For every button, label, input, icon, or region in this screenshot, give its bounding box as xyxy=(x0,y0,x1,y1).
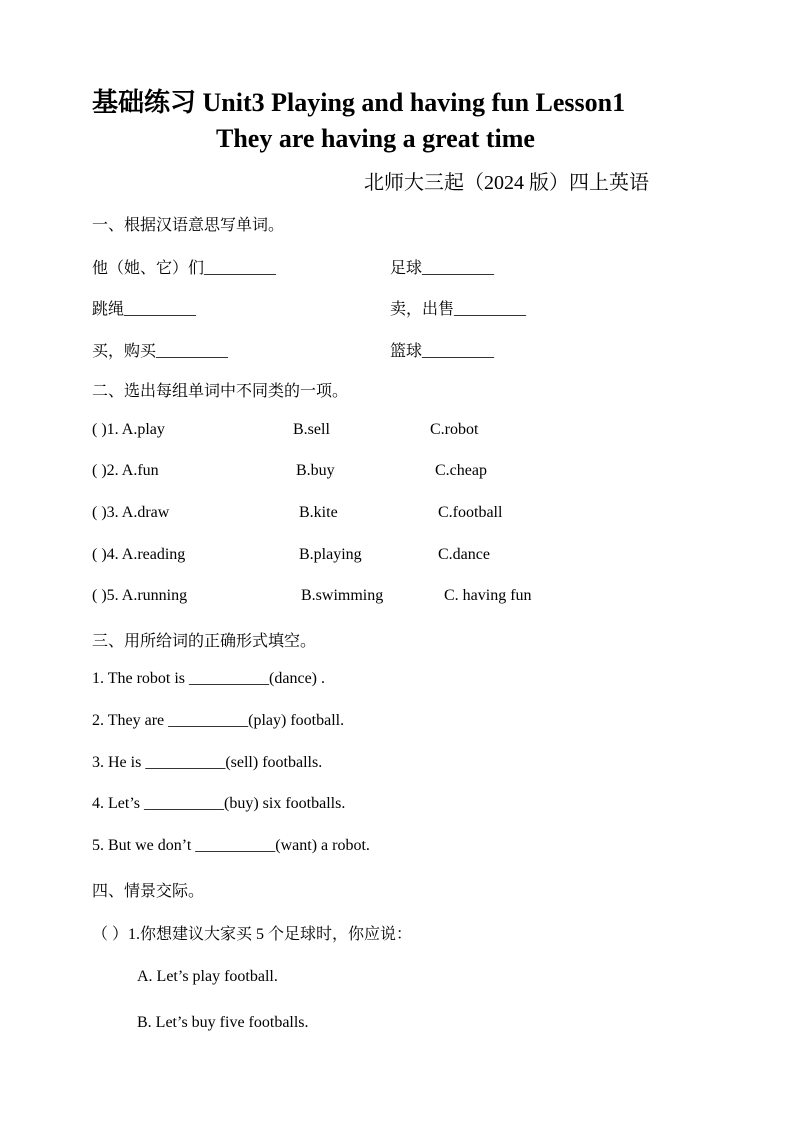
section-2-heading: 二、选出每组单词中不同类的一项。 xyxy=(92,383,349,400)
choice-option-c: C.robot xyxy=(430,421,479,438)
section-1-heading: 一、根据汉语意思写单词。 xyxy=(92,217,285,234)
choice-option-b: B.buy xyxy=(296,462,335,479)
choice-option-c: C. having fun xyxy=(444,587,532,604)
fill-blank-item: 4. Let’s __________(buy) six footballs. xyxy=(92,795,346,812)
title-line-2: They are having a great time xyxy=(216,124,535,153)
choice-question: ( )3. A.draw xyxy=(92,504,170,521)
situation-option-b: B. Let’s buy five footballs. xyxy=(137,1014,309,1031)
vocab-item: 足球_________ xyxy=(390,260,495,277)
choice-option-c: C.football xyxy=(438,504,503,521)
choice-question: ( )5. A.running xyxy=(92,587,188,604)
choice-question: ( )2. A.fun xyxy=(92,462,159,479)
situation-question: （ ）1.你想建议大家买 5 个足球时，你应说： xyxy=(92,926,413,943)
subtitle: 北师大三起（2024 版）四上英语 xyxy=(364,172,649,194)
vocab-item: 买，购买_________ xyxy=(92,343,229,360)
choice-option-c: C.cheap xyxy=(435,462,487,479)
situation-option-a: A. Let’s play football. xyxy=(137,968,278,985)
choice-option-b: B.kite xyxy=(299,504,338,521)
choice-option-b: B.swimming xyxy=(301,587,384,604)
choice-option-b: B.sell xyxy=(293,421,330,438)
vocab-item: 卖，出售_________ xyxy=(390,301,527,318)
fill-blank-item: 1. The robot is __________(dance) . xyxy=(92,670,325,687)
vocab-item: 篮球_________ xyxy=(390,343,495,360)
choice-option-c: C.dance xyxy=(438,546,490,563)
fill-blank-item: 3. He is __________(sell) footballs. xyxy=(92,754,323,771)
vocab-item: 他（她、它）们_________ xyxy=(92,260,277,277)
choice-question: ( )1. A.play xyxy=(92,421,165,438)
vocab-item: 跳绳_________ xyxy=(92,301,197,318)
section-4-heading: 四、情景交际。 xyxy=(92,883,205,900)
title-line-1: 基础练习 Unit3 Playing and having fun Lesson1 xyxy=(92,88,626,117)
choice-question: ( )4. A.reading xyxy=(92,546,186,563)
fill-blank-item: 5. But we don’t __________(want) a robot. xyxy=(92,837,370,854)
fill-blank-item: 2. They are __________(play) football. xyxy=(92,712,345,729)
choice-option-b: B.playing xyxy=(299,546,362,563)
section-3-heading: 三、用所给词的正确形式填空。 xyxy=(92,633,317,650)
